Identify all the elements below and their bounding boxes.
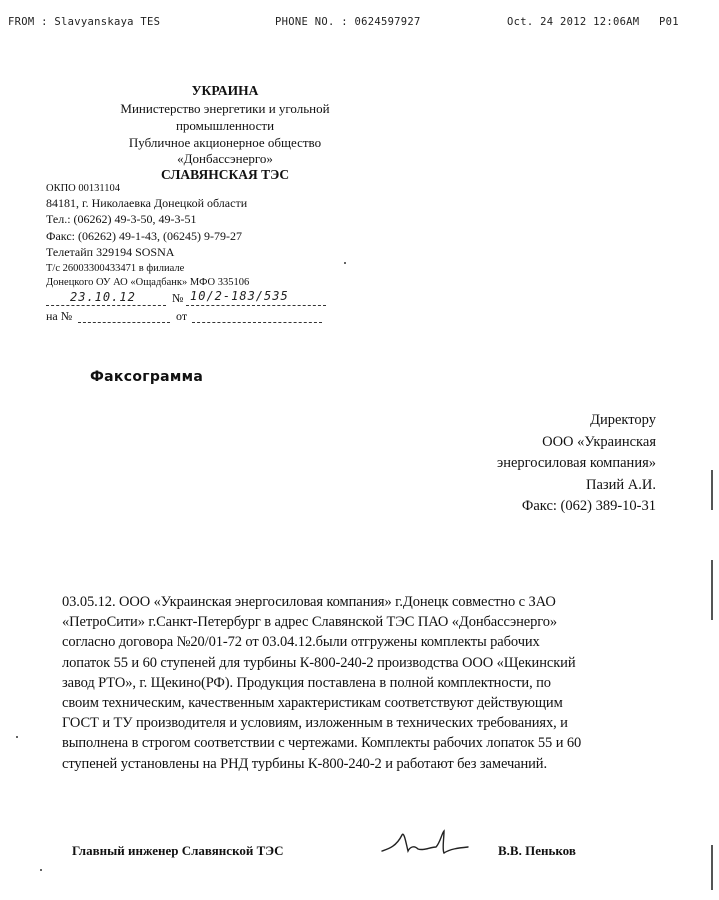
body-line: завод РТО», г. Щекино(РФ). Продукция поставлена в полной комплектности, по [62,674,551,691]
addressee-line1: Директору [590,412,656,428]
addressee-line3: энергосиловая компания» [496,455,656,471]
signatory-name: В.В. Пеньков [498,843,576,858]
body-line: выполнена в строгом соответствии с чертежами. Комплекты рабочих лопаток 55 и 60 [62,735,582,752]
body-line: 03.05.12. ООО «Украинская энергосиловая компания» г.Донецк совместно с ЗАО [62,594,556,610]
addressee-line4: Пазий А.И. [586,476,656,493]
handwritten-signature [378,827,470,861]
body-line: ГОСТ и ТУ производителя и условиям, изложенным в технических требованиях, и [62,715,568,732]
fax-from: FROM : Slavyanskaya TES [8,16,161,28]
letterhead-phone: Тел.: (06262) 49-3-50, 49-3-51 [46,212,197,226]
letterhead-ministry-line1: Министерство энергетики и угольной [120,101,330,116]
letterhead-company-line1: Публичное акционерное общество [128,135,322,150]
incoming-ref-label: на № [46,309,73,323]
fax-datetime: Oct. 24 2012 12:06AM [507,16,640,28]
fax-transmission-header [8,16,711,32]
body-line: ступеней установлены на РНД турбины К-800-240-2 и работают без замечаний. [62,755,547,772]
body-line: своим техническим, качественным характеристикам соответствуют действующим [62,695,563,712]
fax-phone: PHONE NO. : 0624597927 [275,16,421,28]
outgoing-date-handwritten: 23.10.12 [70,290,136,304]
body-line: «ПетроСити» г.Санкт-Петербург в адрес Славянской ТЭС ПАО «Донбассэнерго» [62,614,558,631]
incoming-ref-field [78,308,170,323]
addressee-line5: Факс: (062) 389-10-31 [521,498,656,514]
letterhead-account-line1: Т/с 26003300433471 в филиале [46,263,185,274]
incoming-from-field [192,308,322,323]
document-title: Факсограмма [90,369,204,385]
signatory-position: Главный инженер Славянской ТЭС [72,843,284,858]
letterhead-ministry-line2: промышленности [175,118,275,133]
incoming-from-label: от [176,309,188,323]
body-line: согласно договора №20/01-72 от 03.04.12.были отгружены комплекты рабочих [62,634,540,651]
scan-speck [16,736,18,738]
letter-body [62,592,672,774]
letterhead-okpo: ОКПО 00131104 [46,183,120,194]
letterhead-country: УКРАИНА [191,83,259,98]
letterhead-fax: Факс: (06262) 49-1-43, (06245) 9-79-27 [46,229,242,243]
body-line: лопаток 55 и 60 ступеней для турбины К-800-240-2 производства ООО «Щекинский [62,654,576,671]
outgoing-number-handwritten: 10/2-183/535 [190,289,289,303]
letterhead-account-line2: Донецкого ОУ АО «Ощадбанк» МФО 335106 [46,277,250,288]
scan-edge-mark [711,845,713,890]
scan-speck [40,869,42,871]
scan-speck [344,262,346,264]
addressee-line2: ООО «Украинская [542,433,656,450]
addressee-block [420,410,656,518]
letterhead-teletype: Телетайп 329194 SOSNA [46,245,175,259]
letterhead-plant: СЛАВЯНСКАЯ ТЭС [160,167,290,182]
scan-edge-mark [711,470,713,510]
letterhead-company-line2: «Донбассэнерго» [177,151,273,166]
outgoing-number-label: № [172,291,184,305]
scan-edge-mark [711,560,713,620]
fax-page: P01 [659,16,679,28]
letterhead-address: 84181, г. Николаевка Донецкой области [46,196,248,210]
